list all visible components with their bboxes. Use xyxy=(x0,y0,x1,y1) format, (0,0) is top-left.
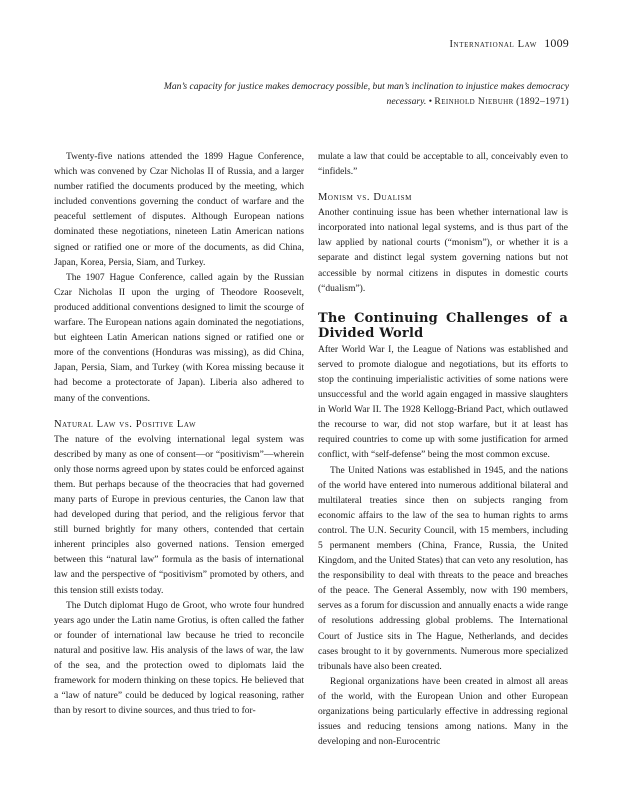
epigraph-dates: (1892–1971) xyxy=(516,95,569,107)
running-title: International Law xyxy=(449,39,537,50)
heading-natural-law: Natural Law vs. Positive Law xyxy=(54,418,197,430)
paragraph-hague-1907: The 1907 Hague Conference, called again by the Russian Czar Nicholas II upon the urging of Theodore Roosevelt, produced additional conventions designed to limit the scourge of warfare. The European nations again dominated the negotiations, but eighteen Latin American nations signed or ratified one or more of the conventions (Honduras was missing), as did China, Japan, Persia, Siam, and Turkey (with Korea missing because it had become a protectorate of Japan). Liberia also adhered to many of the conventions. xyxy=(54,272,304,404)
right-column xyxy=(318,150,568,750)
heading-monism: Monism vs. Dualism xyxy=(318,192,412,204)
left-column xyxy=(54,150,304,719)
paragraph-grotius: The Dutch diplomat Hugo de Groot, who wrote four hundred years ago under the Latin name Grotius, is often called the father or founder of international law because he tried to reconcile natural and positive law. His analysis of the laws of war, the law of the sea, and the protection owed to diplomats laid the framework for modern thinking on these topics. He believed that a “law of nature” could be deduced by logical reasoning, rather than by resort to divine sources, and thus tried to for- xyxy=(54,600,304,717)
paragraph-hague-1899: Twenty-five nations attended the 1899 Hague Conference, which was convened by Czar Nicholas II of Russia, and a larger number ratified the documents produced by the meeting, which included conventions governing the conduct of warfare and the peaceful settlement of disputes. Although European nations dominated these negotiations, nineteen Latin American nations signed or ratified one or more of the documents, as did China, Japan, Korea, Persia, Siam, and Turkey. xyxy=(54,152,304,268)
paragraph-continuation: mulate a law that could be acceptable to all, conceivably even to “infidels.” xyxy=(318,152,568,178)
paragraph-positivism: The nature of the evolving international legal system was described by many as one of consent—or “positivism”—wherein only those norms agreed upon by states could be enforced against them. But perhaps because of the theocracies that had governed many parts of Europe in previous centuries, the Canon law that had developed during that period, and the religious fervor that still burned brightly for many others, contended that certain inherent principles also governed nations. Tension emerged between this “natural law” formula as the basis of international law and the perspective of “positivism” promoted by others, and this tension still exists today. xyxy=(54,434,304,596)
running-header xyxy=(449,36,569,51)
paragraph-regional-organizations: Regional organizations have been created in almost all areas of the world, with the European Union and other European organizations being particularly effective in addressing regional issues and reducing tensions among nations. Many in the developing and non-Eurocentric xyxy=(318,676,568,748)
paragraph-monism: Another continuing issue has been whether international law is incorporated into national legal systems, and is thus part of the law applied by national courts (“monism”), or whether it is a separate and distinct legal system governing nations but not accessible by normal citizens in disputes in domestic courts (“dualism”). xyxy=(318,208,568,294)
heading-continuing-challenges: The Continuing Challenges of a Divided World xyxy=(318,310,568,341)
epigraph xyxy=(139,80,569,109)
paragraph-united-nations: The United Nations was established in 1945, and the nations of the world have entered into numerous additional bilateral and multilateral treaties since then on subjects ranging from economic affairs to the law of the sea to human rights to arms control. The U.N. Security Council, with 15 members, including 5 permanent members (China, France, Russia, the United Kingdom, and the United States) that can veto any resolution, has the responsibility to deal with threats to the peace and breaches of the peace. The General Assembly, now with 190 members, serves as a forum for discussion and annually enacts a wide range of resolutions addressing global problems. The International Court of Justice sits in The Hague, Netherlands, and decides cases brought to it by governments. Numerous more specialized tribunals have also been created. xyxy=(318,465,568,672)
epigraph-author: Reinhold Niebuhr xyxy=(434,95,514,107)
epigraph-quote: Man’s capacity for justice makes democracy possible, but man’s inclination to injustice makes democracy necessary. xyxy=(163,81,569,107)
paragraph-league-of-nations: After World War I, the League of Nations was established and served to promote dialogue and negotiations, but its efforts to stop the continuing imperialistic activities of some nations were unsuccessful and the world again engaged in massive slaughters in World War II. The 1928 Kellogg-Briand Pact, which outlawed the recourse to war, did not stop warfare, but it at least has required countries to come up with some justification for armed conflict, with “self-defense” being the most common excuse. xyxy=(318,344,568,461)
page-number: 1009 xyxy=(544,36,569,50)
epigraph-bullet: • xyxy=(428,95,433,107)
